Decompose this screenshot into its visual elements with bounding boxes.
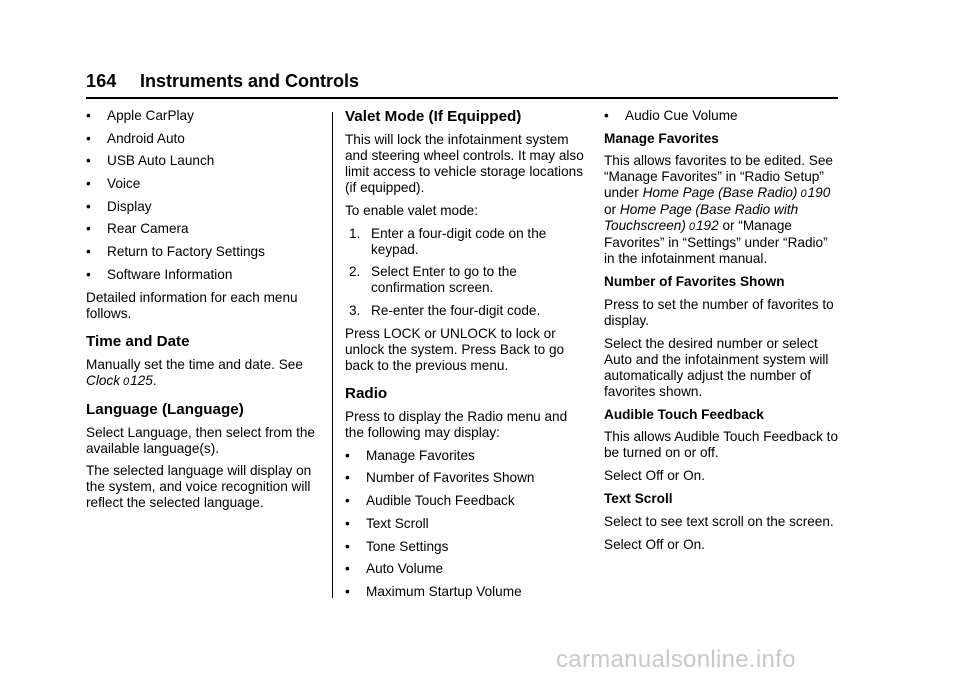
page-ref-icon: 0 [123, 375, 130, 388]
bullet-icon: • [86, 108, 91, 123]
bullet-icon: • [86, 198, 91, 214]
bullet-icon: • [604, 108, 609, 123]
list-item [345, 516, 585, 532]
audible-touch-heading: Audible Touch Feedback [604, 406, 764, 422]
list-item [86, 176, 318, 192]
list-item-label: Manage Favorites [366, 447, 475, 463]
manage-favorites-paragraph: This allows favorites to be edited. See “Manage Favorites” in “Radio Setup” under Home Page (Base Radio) 0190 or Home Page (Base Radio with Touchscreen) 0192 or “Manage Favorites” in “Settings” under “Radio” in the infotainment manual. [604, 153, 833, 267]
column-divider [332, 112, 333, 598]
list-item [345, 561, 585, 577]
page-title: Instruments and Controls [140, 71, 360, 91]
list-item [604, 108, 838, 124]
list-item [86, 131, 318, 147]
audible-touch-paragraph-1: This allows Audible Touch Feedback to be turned on or off. [604, 429, 838, 461]
bullet-icon: • [86, 221, 91, 237]
manage-favorites-heading: Manage Favorites [604, 130, 719, 146]
valet-paragraph-3: Press LOCK or UNLOCK to lock or unlock the system. Press Back to go back to the previous menu. [345, 325, 565, 373]
step-number: 2. [349, 264, 361, 280]
list-item-label: Audio Cue Volume [625, 108, 738, 123]
list-item [86, 267, 318, 283]
bullet-icon: • [345, 561, 350, 577]
watermark: carmanualsonline.info [556, 646, 796, 673]
list-item-label: Apple CarPlay [107, 108, 194, 123]
list-item-label: Return to Factory Settings [107, 244, 265, 260]
home-page-touchscreen-link[interactable]: Home Page (Base Radio with Touchscreen) 0192 [604, 202, 799, 234]
list-item [345, 584, 585, 600]
column-1 [86, 108, 318, 518]
valet-paragraph-2: To enable valet mode: [345, 202, 479, 218]
detail-paragraph: Detailed information for each menu follows. [86, 289, 298, 321]
language-paragraph-1: Select Language, then select from the available language(s). [86, 424, 315, 456]
time-date-heading: Time and Date [86, 332, 190, 350]
page-ref-icon: 0 [688, 221, 695, 234]
list-item [345, 448, 585, 464]
num-favorites-paragraph-2: Select the desired number or select Auto and the infotainment system will automatically adjust the number of favorites shown. [604, 335, 829, 399]
list-item-label: Number of Favorites Shown [366, 470, 535, 486]
bullet-icon: • [86, 153, 91, 169]
bullet-icon: • [86, 244, 91, 260]
step-item [345, 226, 585, 258]
list-item [86, 108, 318, 124]
list-item [86, 221, 318, 237]
list-item-label: Audible Touch Feedback [366, 493, 515, 509]
step-text: Re-enter the four-digit code. [371, 303, 541, 319]
clock-link[interactable]: Clock 0125 [86, 372, 153, 388]
list-item-label: Voice [107, 176, 141, 192]
language-heading: Language (Language) [86, 400, 244, 418]
language-paragraph-2: The selected language will display on the system, and voice recognition will reflect the selected language. [86, 463, 312, 511]
list-item-label: Auto Volume [366, 561, 444, 577]
valet-paragraph-1: This will lock the infotainment system and steering wheel controls. It may also limit access to vehicle storage locations (if equipped). [345, 132, 584, 195]
column-3 [604, 108, 838, 559]
list-item [86, 199, 318, 215]
header-rule [86, 97, 838, 99]
list-item-label: Display [107, 198, 152, 214]
list-item-label: Text Scroll [366, 515, 429, 531]
bullet-icon: • [345, 447, 350, 463]
column-2 [345, 108, 585, 607]
step-number: 1. [349, 225, 361, 241]
step-number: 3. [349, 303, 361, 319]
list-item [86, 153, 318, 169]
bullet-icon: • [345, 538, 350, 554]
list-item-label: Tone Settings [366, 538, 449, 554]
list-item-label: Android Auto [107, 130, 185, 146]
text-scroll-paragraph-1: Select to see text scroll on the screen. [604, 513, 834, 529]
step-item [345, 264, 585, 296]
bullet-icon: • [345, 470, 350, 486]
text-scroll-heading: Text Scroll [604, 491, 673, 507]
list-item-label: Maximum Startup Volume [366, 583, 522, 599]
list-item [345, 470, 585, 486]
list-item [345, 493, 585, 509]
page-header [86, 71, 838, 99]
bullet-icon: • [86, 130, 91, 146]
text-scroll-paragraph-2: Select Off or On. [604, 536, 705, 552]
bullet-icon: • [86, 266, 91, 282]
bullet-icon: • [345, 493, 350, 509]
list-item-label: Software Information [107, 266, 233, 282]
num-favorites-heading: Number of Favorites Shown [604, 274, 785, 290]
bullet-icon: • [345, 515, 350, 531]
step-item [345, 303, 585, 319]
time-date-paragraph: Manually set the time and date. See Clock 0125. [86, 356, 303, 388]
home-page-base-radio-link[interactable]: Home Page (Base Radio) 0190 [642, 185, 831, 201]
page-ref-icon: 0 [800, 188, 807, 201]
list-item [345, 539, 585, 555]
page-number: 164 [86, 71, 117, 91]
bullet-icon: • [345, 583, 350, 599]
list-item-label: USB Auto Launch [107, 153, 215, 169]
audible-touch-paragraph-2: Select Off or On. [604, 468, 705, 484]
step-text: Enter a four-digit code on the keypad. [371, 225, 547, 257]
radio-intro: Press to display the Radio menu and the following may display: [345, 408, 568, 440]
list-item-label: Rear Camera [107, 221, 189, 237]
num-favorites-paragraph-1: Press to set the number of favorites to display. [604, 297, 834, 329]
bullet-icon: • [86, 176, 91, 192]
step-text: Select Enter to go to the confirmation screen. [371, 264, 517, 296]
radio-heading: Radio [345, 384, 388, 402]
valet-heading: Valet Mode (If Equipped) [345, 108, 522, 125]
list-item [86, 244, 318, 260]
